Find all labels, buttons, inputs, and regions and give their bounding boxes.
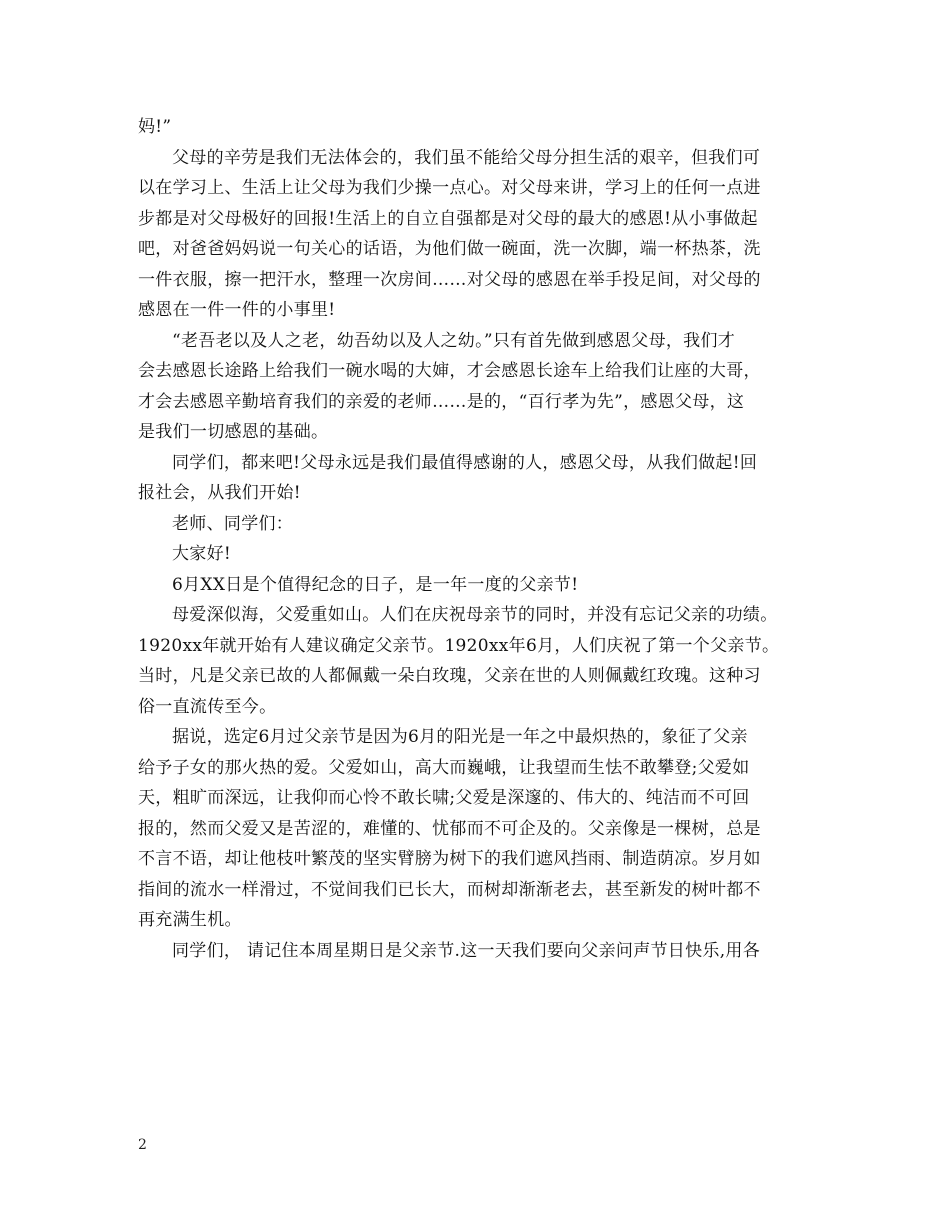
- text-line: 6月XX日是个值得纪念的日子，是一年一度的父亲节!: [172, 574, 579, 595]
- text-line: 老师、同学们：: [172, 513, 294, 534]
- text-line: 给予子女的那火热的爱。父爱如山，高大而巍峨，让我望而生怯不敢攀登;父爱如: [138, 757, 750, 778]
- text-line: 据说，选定6月过父亲节是因为6月的阳光是一年之中最炽热的，象征了父亲: [172, 727, 748, 747]
- text-line: 1920xx年就开始有人建议确定父亲节。1920xx年6月，人们庆祝了第一个父亲节。: [138, 635, 780, 656]
- text-line: 一件衣服，擦一把汗水，整理一次房间……对父母的感恩在举手投足间，对父母的: [138, 269, 761, 290]
- text-line: 吧，对爸爸妈妈说一句关心的话语，为他们做一碗面，洗一次脚，端一杯热茶，洗: [138, 239, 761, 259]
- text-line: 同学们，都来吧!父母永远是我们最值得感谢的人，感恩父母，从我们做起!回: [172, 452, 758, 473]
- text-line: 不言不语，却让他枝叶繁茂的坚实臂膀为树下的我们遮风挡雨、制造荫凉。岁月如: [138, 849, 761, 869]
- text-line: 母爱深似海，父爱重如山。人们在庆祝母亲节的同时，并没有忘记父亲的功绩。: [172, 605, 778, 625]
- text-line: 父母的辛劳是我们无法体会的，我们虽不能给父母分担生活的艰辛，但我们可: [172, 147, 761, 168]
- text-line: 妈!”: [138, 117, 172, 137]
- page-number: 2: [138, 1137, 147, 1153]
- text-line: 同学们， 请记住本周星期日是父亲节.这一天我们要向父亲问声节日快乐,用各: [172, 940, 761, 961]
- text-line: “老吾老以及人之老，幼吾幼以及人之幼。”只有首先做到感恩父母，我们才: [172, 330, 736, 351]
- text-line: 报社会，从我们开始!: [138, 483, 301, 503]
- text-line: 当时，凡是父亲已故的人都佩戴一朵白玫瑰，父亲在世的人则佩戴红玫瑰。这种习: [138, 666, 761, 686]
- text-line: 俗一直流传至今。: [138, 696, 277, 717]
- text-line: 会去感恩长途路上给我们一碗水喝的大婶，才会感恩长途车上给我们让座的大哥，: [138, 361, 761, 381]
- document-body: [138, 112, 818, 966]
- text-line: 才会去感恩辛勤培育我们的亲爱的老师……是的，“百行孝为先”，感恩父母，这: [138, 391, 745, 412]
- text-line: 再充满生机。: [138, 910, 242, 930]
- text-line: 大家好!: [172, 544, 232, 564]
- text-line: 以在学习上、生活上让父母为我们少操一点心。对父母来讲，学习上的任何一点进: [138, 178, 761, 198]
- text-line: 天，粗旷而深远，让我仰而心怜不敢长啸;父爱是深邃的、伟大的、纯洁而不可回: [138, 788, 750, 808]
- text-line: 是我们一切感恩的基础。: [138, 422, 329, 442]
- text-line: 指间的流水一样滑过，不觉间我们已长大，而树却渐渐老去，甚至新发的树叶都不: [138, 879, 761, 900]
- text-line: 步都是对父母极好的回报!生活上的自立自强都是对父母的最大的感恩!从小事做起: [138, 208, 758, 229]
- text-line: 报的，然而父爱又是苦涩的，难懂的、忧郁而不可企及的。父亲像是一棵树，总是: [138, 818, 761, 839]
- text-line: 感恩在一件一件的小事里!: [138, 300, 336, 320]
